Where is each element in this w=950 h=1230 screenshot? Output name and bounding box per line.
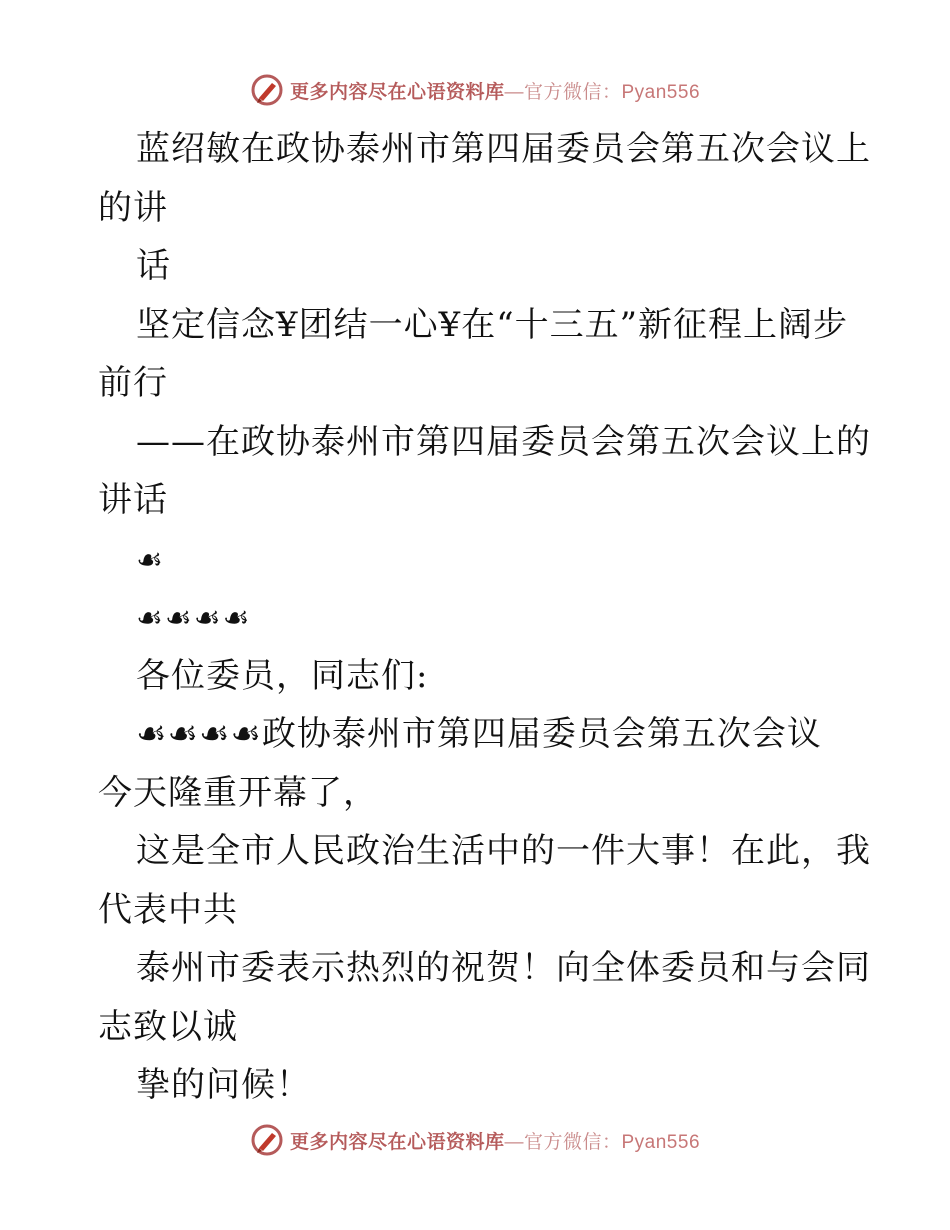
paragraph-line-4: 代表中共: [98, 889, 238, 930]
watermark-header: [0, 70, 950, 110]
watermark-footer: [0, 1120, 950, 1160]
title-line-2: 的讲: [98, 187, 168, 228]
subtitle-line-3: ——在政协泰州市第四届委员会第五次会议上的: [136, 421, 871, 462]
paragraph-line-1: ☙☙☙☙政协泰州市第四届委员会第五次会议: [136, 714, 822, 754]
salutation: 各位委员，同志们:: [136, 655, 429, 696]
ornament-line-2: [98, 588, 858, 647]
watermark-text: 更多内容尽在心语资料库—官方微信：Pyan556: [289, 81, 701, 103]
subtitle-line-1: 坚定信念¥团结一心¥在“十三五”新征程上阔步: [136, 304, 849, 345]
paragraph-line-7: 挚的问候！: [136, 1065, 311, 1105]
ornament-line-1: [98, 530, 858, 589]
paragraph-line-5: 泰州市委表示热烈的祝贺！向全体委员和与会同: [136, 948, 871, 988]
title-line-1: 蓝绍敏在政协泰州市第四届委员会第五次会议上: [136, 129, 871, 169]
floral-ornament-icon: ☙: [136, 542, 165, 578]
pen-logo-icon: [250, 1123, 284, 1157]
watermark-text: 更多内容尽在心语资料库—官方微信：Pyan556: [289, 1131, 701, 1153]
pen-logo-icon: [250, 73, 284, 107]
title-line-3: 话: [136, 246, 171, 286]
subtitle-line-4: 讲话: [98, 480, 168, 520]
floral-ornament-icon: ☙☙☙☙: [136, 601, 252, 636]
paragraph-line-6: 志致以诚: [98, 1006, 238, 1047]
subtitle-line-2: 前行: [98, 363, 168, 403]
document-body: [98, 120, 871, 1115]
paragraph-line-2: 今天隆重开幕了，: [98, 772, 378, 813]
paragraph-line-3: 这是全市人民政治生活中的一件大事！在此，我: [136, 831, 871, 871]
